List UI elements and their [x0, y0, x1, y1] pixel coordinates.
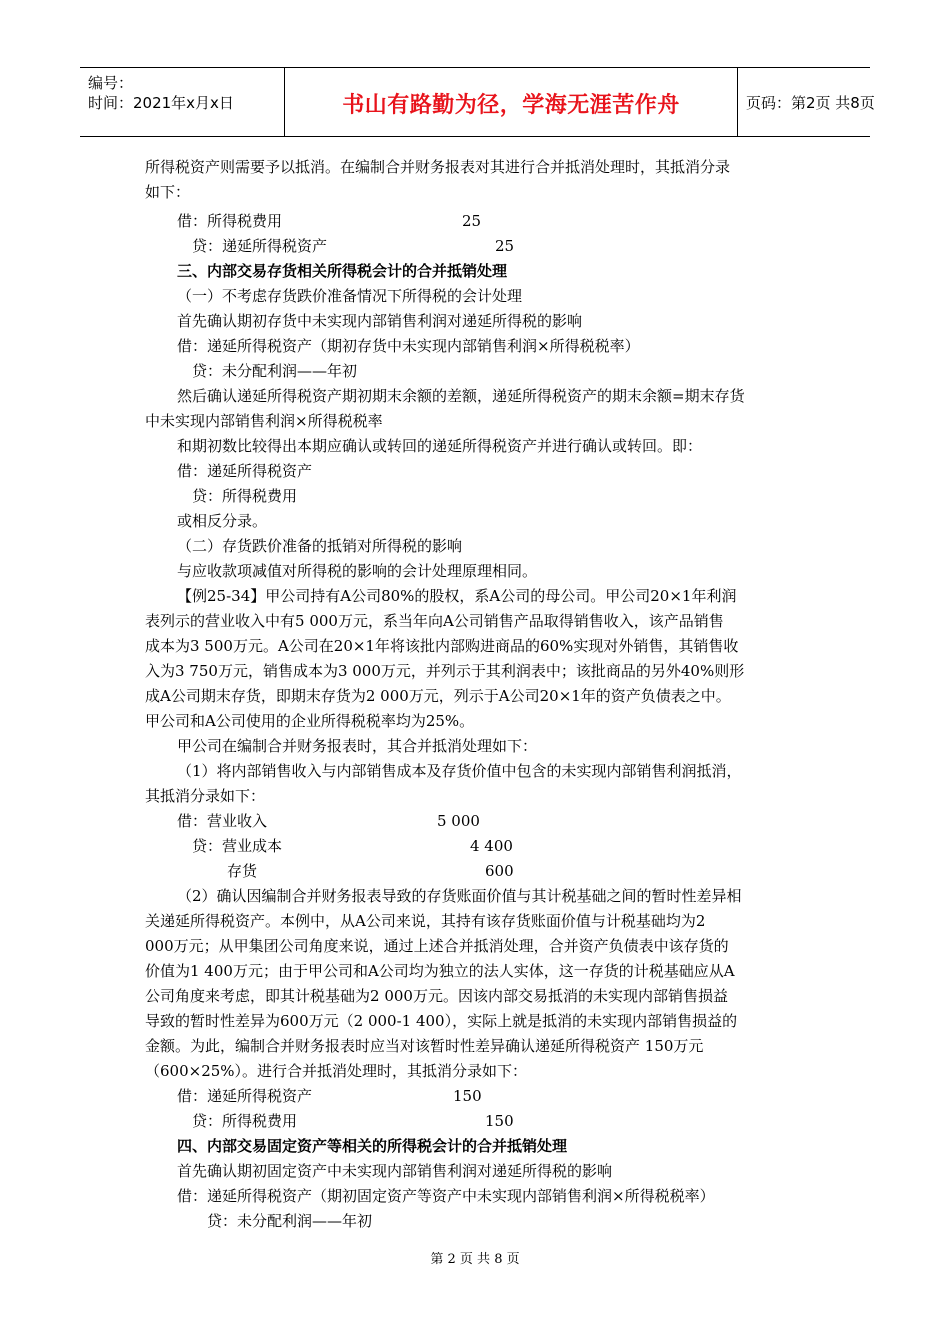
journal-debit-line: 借：递延所得税资产: [177, 462, 313, 480]
journal-credit-line: 贷：未分配利润——年初: [207, 1212, 373, 1230]
journal-debit-line: 借：所得税费用: [177, 212, 283, 230]
paragraph-line: 所得税资产则需要予以抵消。在编制合并财务报表对其进行合并抵消处理时，其抵消分录: [145, 158, 731, 176]
paragraph-line: 价值为1 400万元；由于甲公司和A公司均为独立的法人实体，这一存货的计税基础应从A: [145, 962, 735, 980]
example-line: 入为3 750万元，销售成本为3 000万元，并列示于其利润表中；该批商品的另外40%则形: [145, 662, 745, 680]
example-line: 成A公司期末存货，即期末存货为2 000万元，列示于A公司20×1年的资产负债表之中。: [145, 687, 731, 705]
journal-amount: 5 000: [437, 812, 480, 830]
header-meta: [80, 68, 285, 136]
example-line: 表列示的营业收入中有5 000万元，系当年向A公司销售产品取得销售收入，该产品销售: [145, 612, 724, 630]
header-page-cell: [738, 68, 875, 136]
footer-page-number: 第 2 页 共 8 页: [430, 1252, 520, 1267]
section-heading: 三、内部交易存货相关所得税会计的合并抵销处理: [177, 262, 508, 280]
paragraph-line: 公司角度来考虑，即其计税基础为2 000万元。因该内部交易抵消的未实现内部销售损益: [145, 987, 728, 1005]
journal-amount: 25: [462, 212, 482, 230]
journal-amount: 4 400: [470, 837, 513, 855]
motto-text: 书山有路勤为径，学海无涯苦作舟: [342, 93, 680, 118]
journal-credit-line: 存货: [227, 862, 258, 880]
paragraph-line: 首先确认期初固定资产中未实现内部销售利润对递延所得税的影响: [177, 1162, 613, 1180]
subsection-heading: （二）存货跌价准备的抵销对所得税的影响: [177, 537, 463, 555]
document-number-label: 编号：: [88, 74, 134, 92]
paragraph-line: 甲公司在编制合并财务报表时，其合并抵消处理如下：: [177, 737, 538, 755]
journal-amount: 150: [485, 1112, 514, 1130]
paragraph-line: 或相反分录。: [177, 512, 268, 530]
document-date-label: 时间：2021年x月x日: [88, 94, 234, 112]
section-heading: 四、内部交易固定资产等相关的所得税会计的合并抵销处理: [177, 1137, 568, 1155]
subsection-heading: （一）不考虑存货跌价准备情况下所得税的会计处理: [177, 287, 523, 305]
paragraph-line: 关递延所得税资产。本例中，从A公司来说，其持有该存货账面价值与计税基础均为2: [145, 912, 706, 930]
paragraph-line: （2）确认因编制合并财务报表导致的存货账面价值与其计税基础之间的暂时性差异相: [177, 887, 742, 905]
paragraph-line: 导致的暂时性差异为600万元（2 000-1 400），实际上就是抵消的未实现内部销售损益的: [145, 1012, 738, 1030]
paragraph-line: （1）将内部销售收入与内部销售成本及存货价值中包含的未实现内部销售利润抵消，: [177, 762, 742, 780]
journal-debit-line: 借：递延所得税资产: [177, 1087, 313, 1105]
paragraph-line: 和期初数比较得出本期应确认或转回的递延所得税资产并进行确认或转回。即：: [177, 437, 703, 455]
journal-debit-line: 借：递延所得税资产（期初存货中未实现内部销售利润×所得税税率）: [177, 337, 640, 355]
paragraph-line: 金额。为此，编制合并财务报表时应当对该暂时性差异确认递延所得税资产 150万元: [145, 1037, 704, 1055]
page-code: 页码：第2页 共8页: [746, 94, 875, 112]
paragraph-line: 首先确认期初存货中未实现内部销售利润对递延所得税的影响: [177, 312, 583, 330]
journal-credit-line: 贷：所得税费用: [192, 1112, 298, 1130]
journal-amount: 150: [453, 1087, 482, 1105]
paragraph-line: 然后确认递延所得税资产期初期末余额的差额，递延所得税资产的期末余额=期末存货: [177, 387, 745, 405]
page-header: [80, 67, 875, 137]
journal-debit-line: 借：营业收入: [177, 812, 268, 830]
journal-amount: 25: [495, 237, 515, 255]
paragraph-line: （600×25%）。进行合并抵消处理时，其抵消分录如下：: [145, 1062, 528, 1080]
example-line: 【例25-34】甲公司持有A公司80%的股权，系A公司的母公司。甲公司20×1年利润: [177, 587, 737, 605]
journal-credit-line: 贷：所得税费用: [192, 487, 298, 505]
journal-amount: 600: [485, 862, 514, 880]
journal-credit-line: 贷：未分配利润——年初: [192, 362, 358, 380]
paragraph-line: 如下：: [145, 183, 191, 201]
header-motto-cell: [285, 68, 738, 136]
journal-credit-line: 贷：递延所得税资产: [192, 237, 328, 255]
journal-debit-line: 借：递延所得税资产（期初固定资产等资产中未实现内部销售利润×所得税税率）: [177, 1187, 715, 1205]
paragraph-line: 中未实现内部销售利润×所得税税率: [145, 412, 383, 430]
journal-credit-line: 贷：营业成本: [192, 837, 283, 855]
example-line: 甲公司和A公司使用的企业所得税税率均为25%。: [145, 712, 475, 730]
paragraph-line: 与应收款项减值对所得税的影响的会计处理原理相同。: [177, 562, 538, 580]
paragraph-line: 其抵消分录如下：: [145, 787, 266, 805]
paragraph-line: 000万元；从甲集团公司角度来说，通过上述合并抵消处理，合并资产负债表中该存货的: [145, 937, 729, 955]
page-footer: [0, 1248, 950, 1267]
example-line: 成本为3 500万元。A公司在20×1年将该批内部购进商品的60%实现对外销售，其销售收: [145, 637, 739, 655]
